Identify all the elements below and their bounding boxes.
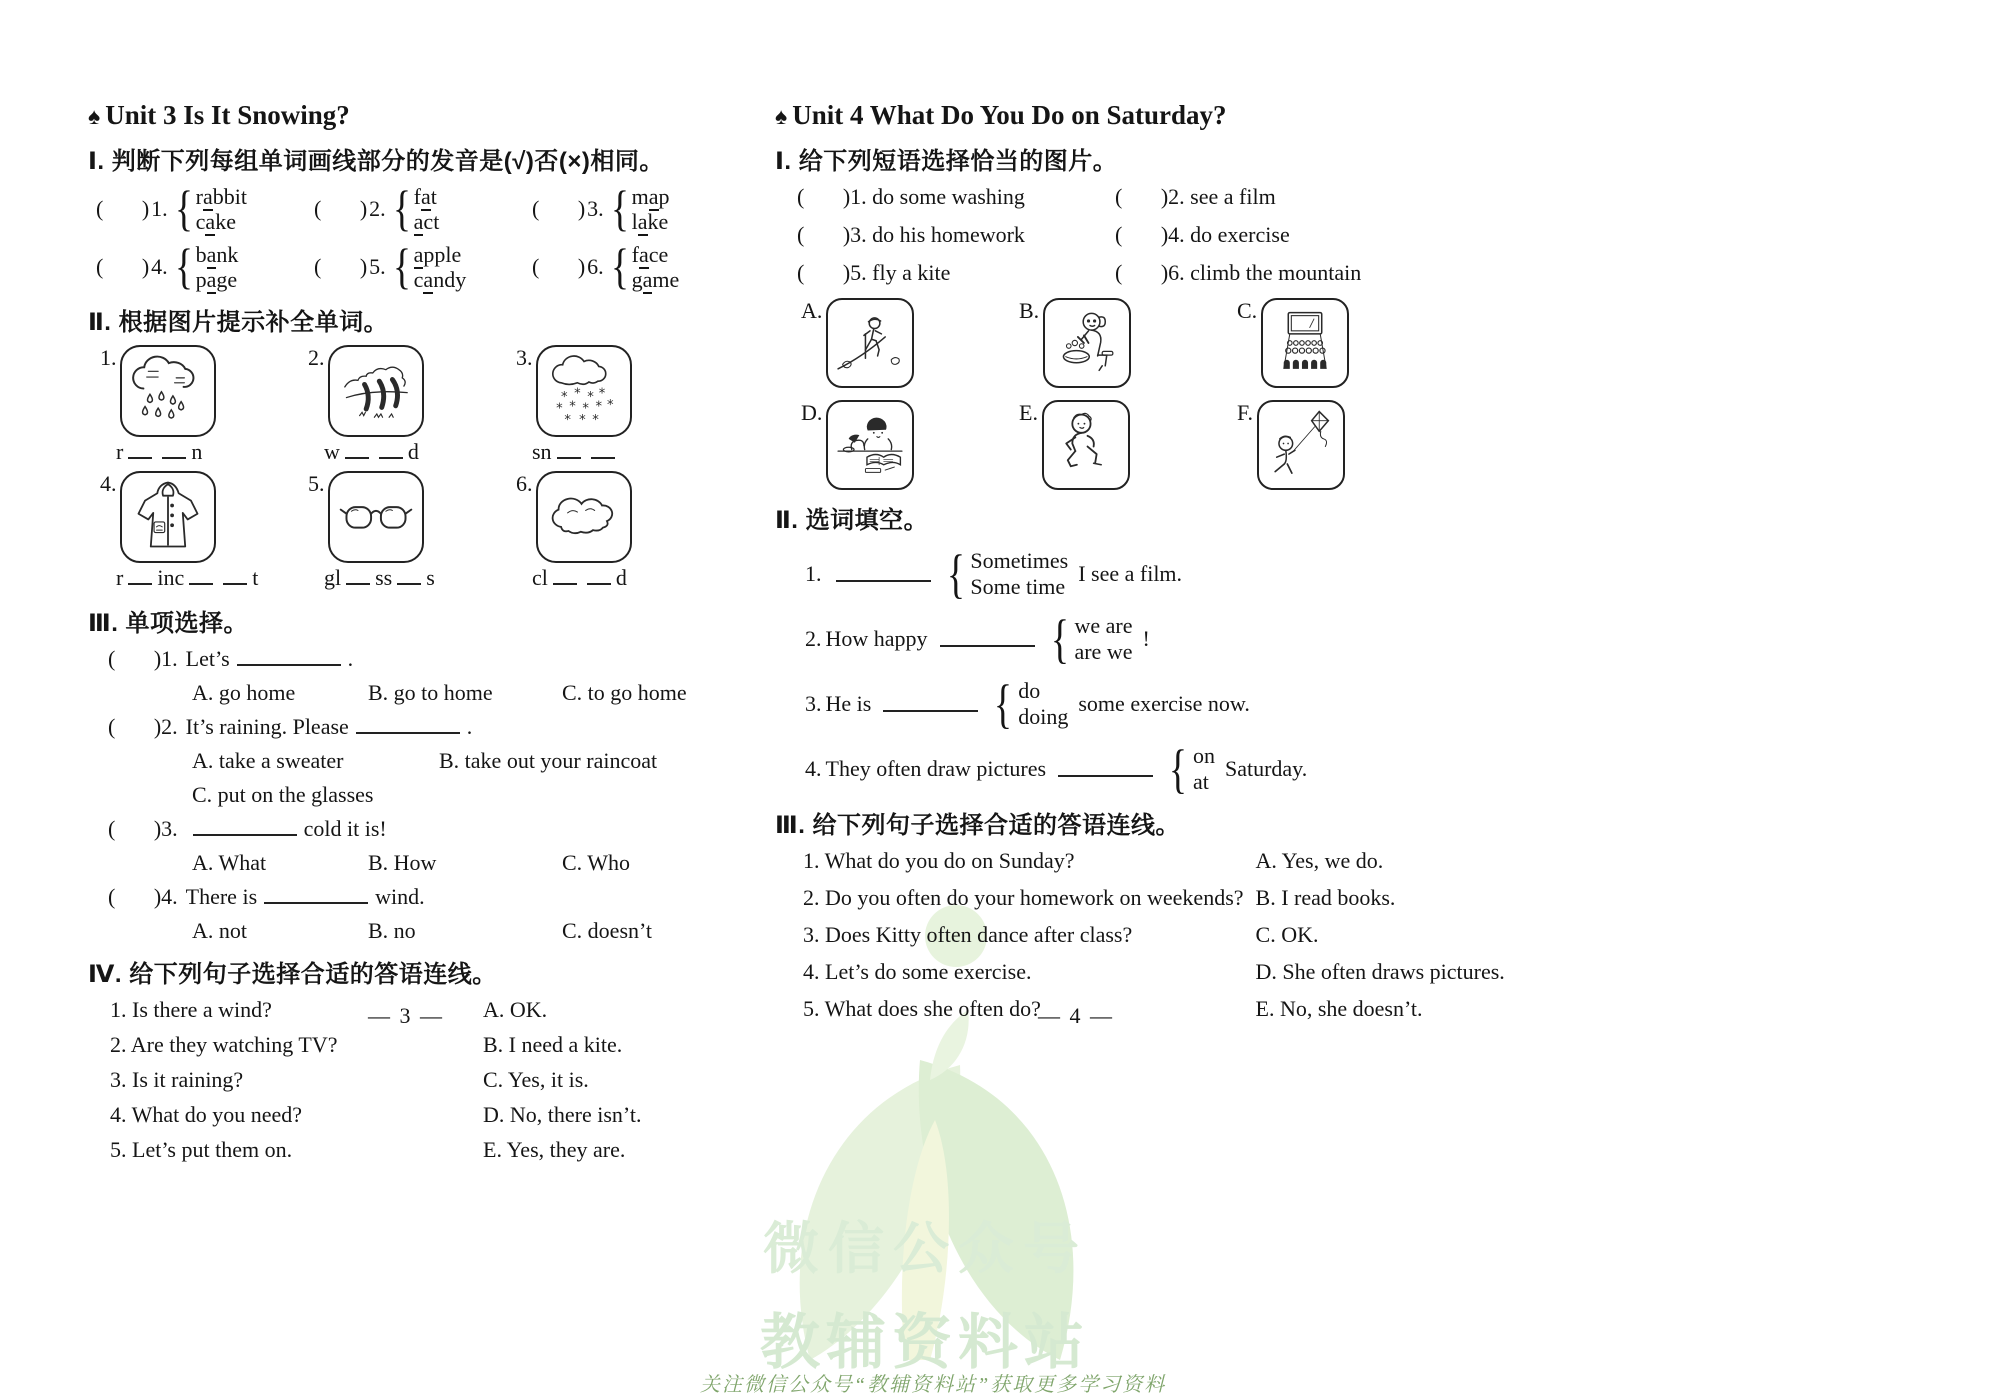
mcq-options (192, 748, 738, 774)
match-question: 3. Does Kitty often dance after class? (803, 922, 1133, 947)
sentence-end: I see a film. (1078, 561, 1183, 586)
item-number: 5. (308, 471, 325, 496)
item-number: 1. (100, 345, 117, 370)
stem-text: t (252, 565, 259, 590)
mcq-option: A. What (192, 850, 267, 875)
match-question: 1. What do you do on Sunday? (803, 848, 1075, 873)
question-number: 3. (161, 816, 178, 841)
svg-text:*: * (594, 399, 602, 415)
word-blanks (532, 565, 738, 591)
answer-paren: ( ) (108, 816, 162, 841)
svg-text:*: * (578, 412, 586, 428)
phrase-item (1115, 222, 1425, 248)
pair-number: 1. (151, 196, 168, 221)
watermark-text-line1: 微信公众号 (763, 1217, 1088, 1280)
word-bottom: page (195, 267, 238, 292)
footer-script-note: 关注微信公众号“教辅资料站”获取更多学习资料 (700, 1374, 1167, 1396)
phrase-text: 3. do his homework (850, 222, 1025, 247)
brace-icon: { (610, 238, 629, 295)
stem-text: . (466, 714, 473, 739)
section3-heading: Ⅲ. 给下列句子选择合适的答语连线。 (775, 812, 1181, 839)
phrase-list (797, 184, 1425, 286)
word-blanks (324, 439, 516, 465)
blank-line (1058, 762, 1153, 777)
word-bottom: act (413, 209, 440, 234)
page-title: Unit 4 What Do You Do on Saturday? (792, 100, 1227, 130)
answer-paren: ( ) (314, 254, 368, 279)
blank-line (587, 570, 611, 585)
page-number-4: — 4 — (1038, 1003, 1114, 1028)
mcq-option: C. put on the glasses (192, 782, 374, 807)
word-choice-item (805, 543, 1425, 604)
picture-rain (120, 345, 216, 437)
item-number: 4. (100, 471, 117, 496)
stem-text: s (426, 565, 435, 590)
word-pair-stack (632, 242, 680, 292)
word-picture-item (100, 345, 308, 467)
mcq-option: A. go home (192, 680, 296, 705)
item-number: 1. (805, 561, 822, 586)
choice-stack (970, 548, 1068, 600)
word-pair-stack (196, 242, 239, 292)
choice-option: on (1192, 743, 1215, 768)
item-number: 4. (805, 756, 822, 781)
stem-text: ss (375, 565, 393, 590)
section3-heading: Ⅲ. 单项选择。 (88, 610, 249, 637)
blank-line (128, 570, 152, 585)
blank-line (883, 697, 978, 712)
word-blanks (324, 565, 516, 591)
word-picture-item (100, 471, 308, 593)
question-number: 1. (161, 646, 178, 671)
answer-paren: ( ) (797, 184, 851, 209)
word-top: apple (413, 242, 462, 267)
match-question: 2. Do you often do your homework on weekends? (803, 885, 1244, 910)
word-pair-stack (196, 184, 247, 234)
unit4-title-row (775, 100, 1425, 131)
picture-climb-mountain (826, 298, 914, 388)
mcq-option: C. to go home (562, 680, 687, 705)
watermark-text-line2: 教辅资料站 (760, 1309, 1090, 1376)
word-choice-item (805, 673, 1425, 734)
word-choice-list (775, 543, 1425, 799)
word-picture-item (308, 345, 516, 467)
phrase-item (1115, 260, 1425, 286)
section1-heading: Ⅰ. 给下列短语选择恰当的图片。 (775, 148, 1118, 175)
answer-paren: ( ) (797, 222, 851, 247)
match-question: 4. Let’s do some exercise. (803, 959, 1032, 984)
pair-number: 2. (369, 196, 386, 221)
stem-text: r (116, 439, 124, 464)
picture-cloud (536, 471, 632, 563)
blank-line (162, 444, 186, 459)
match-answer: A. OK. (483, 997, 548, 1022)
mcq-options (192, 850, 738, 876)
answer-paren: ( ) (108, 884, 162, 909)
phrase-text: 6. climb the mountain (1168, 260, 1362, 285)
phonics-pair-item (96, 180, 314, 237)
svg-text:*: * (573, 386, 581, 402)
svg-text:*: * (568, 399, 576, 415)
phonics-pair-item (532, 180, 738, 237)
phrase-text: 1. do some washing (850, 184, 1025, 209)
blank-line (346, 570, 370, 585)
picture-option (801, 400, 1019, 490)
mcq-question (108, 884, 738, 910)
stem-text: There is (185, 884, 258, 909)
word-picture-grid (100, 345, 738, 593)
sentence-end: some exercise now. (1078, 691, 1250, 716)
choice-stack (1193, 743, 1215, 795)
stem-text: . (347, 646, 354, 671)
sentence-end: ! (1142, 626, 1150, 651)
match-question: 5. What does she often do? (803, 996, 1041, 1021)
blank-line (193, 821, 297, 836)
answer-paren: ( ) (532, 196, 586, 221)
answer-paren: ( ) (96, 254, 150, 279)
item-number: 3. (805, 691, 822, 716)
brace-icon: { (1050, 608, 1069, 669)
brace-icon: { (946, 543, 965, 604)
svg-text:*: * (606, 398, 614, 414)
blank-line (397, 570, 421, 585)
word-top: fat (413, 184, 437, 209)
stem-text: w (324, 439, 340, 464)
item-number: 6. (516, 471, 533, 496)
match-answer: D. She often draws pictures. (1255, 959, 1505, 984)
svg-text:*: * (591, 412, 599, 428)
page-4 (775, 100, 1505, 1022)
item-number: 3. (516, 345, 533, 370)
stem-text: It’s raining. Please (185, 714, 349, 739)
match-question: 2. Are they watching TV? (110, 1032, 338, 1057)
brace-icon: { (392, 180, 411, 237)
blank-line (557, 444, 581, 459)
item-number: 2. (308, 345, 325, 370)
match-answer: A. Yes, we do. (1255, 848, 1384, 873)
unit3-title-row (88, 100, 738, 131)
word-choice-item (805, 608, 1425, 669)
item-number: 2. (805, 626, 822, 651)
mcq-options (192, 918, 738, 944)
stem-text: inc (157, 565, 185, 590)
stem-text: r (116, 565, 124, 590)
phonics-pairs (96, 180, 738, 295)
brace-icon: { (1168, 738, 1188, 799)
pair-number: 5. (369, 254, 386, 279)
blank-line (189, 570, 213, 585)
word-picture-item (308, 471, 516, 593)
blank-line (591, 444, 615, 459)
svg-text:*: * (560, 389, 568, 405)
answer-paren: ( ) (1115, 260, 1169, 285)
stem-text: Let’s (185, 646, 230, 671)
phrase-item (1115, 184, 1425, 210)
picture-glasses (328, 471, 424, 563)
picture-wind (328, 345, 424, 437)
picture-option (1019, 400, 1237, 490)
blank-line (356, 719, 460, 734)
blank-line (379, 444, 403, 459)
phrase-item (797, 222, 1115, 248)
blank-line (553, 570, 577, 585)
picture-raincoat (120, 471, 216, 563)
mcq-option: C. Who (562, 850, 631, 875)
brace-icon: { (174, 180, 193, 237)
brace-icon: { (174, 238, 193, 295)
word-pair-stack (632, 184, 670, 234)
match-answer: E. Yes, they are. (483, 1137, 626, 1162)
stem-text: wind. (375, 884, 425, 909)
answer-paren: ( ) (1115, 184, 1169, 209)
phonics-pair-item (96, 238, 314, 295)
picture-homework (826, 400, 914, 490)
svg-text:*: * (586, 389, 594, 405)
answer-paren: ( ) (532, 254, 586, 279)
word-bottom: game (631, 267, 680, 292)
blank-line (345, 444, 369, 459)
answer-paren: ( ) (96, 196, 150, 221)
picture-option (1019, 298, 1237, 388)
answer-paren: ( ) (314, 196, 368, 221)
stem-text: cl (532, 565, 548, 590)
question-number: 2. (161, 714, 178, 739)
word-top: bank (195, 242, 239, 267)
stem-text: gl (324, 565, 342, 590)
choice-stack (1018, 678, 1068, 730)
sentence-start: How happy (825, 626, 928, 651)
word-choice-item (805, 738, 1425, 799)
choice-option: Some time (970, 574, 1066, 599)
svg-text:*: * (581, 401, 589, 417)
blank-line (940, 632, 1035, 647)
sentence-start: They often draw pictures (825, 756, 1047, 781)
picture-kite (1257, 400, 1345, 490)
mcq-option: B. How (368, 850, 437, 875)
answer-paren: ( ) (1115, 222, 1169, 247)
choice-option: we are (1074, 613, 1133, 638)
stem-text: d (407, 439, 419, 464)
answer-paren: ( ) (108, 646, 162, 671)
stem-text: n (191, 439, 203, 464)
multiple-choice-list (88, 646, 738, 944)
word-pair-stack (414, 242, 467, 292)
mcq-question (108, 646, 738, 672)
word-bottom: cake (195, 209, 236, 234)
match-question: 3. Is it raining? (110, 1067, 244, 1092)
picture-washing (1043, 298, 1131, 388)
match-answer: B. I need a kite. (483, 1032, 623, 1057)
blank-line (237, 651, 341, 666)
word-bottom: lake (631, 209, 669, 234)
spade-icon: ♠ (88, 104, 101, 129)
match-answer: E. No, she doesn’t. (1255, 996, 1423, 1021)
mcq-option: B. take out your raincoat (439, 748, 658, 773)
mcq-question (108, 714, 738, 740)
mcq-option: C. doesn’t (562, 918, 653, 943)
pair-number: 6. (587, 254, 604, 279)
choice-option: do (1018, 678, 1041, 703)
phrase-item (797, 184, 1115, 210)
brace-icon: { (994, 673, 1013, 734)
picture-snow (536, 345, 632, 437)
match-answer: C. Yes, it is. (483, 1067, 589, 1092)
choice-option: Sometimes (970, 548, 1069, 573)
word-blanks (116, 565, 308, 591)
section1-heading: Ⅰ. 判断下列每组单词画线部分的发音是(√)否(×)相同。 (88, 148, 664, 175)
word-blanks (532, 439, 738, 465)
question-number: 4. (161, 884, 178, 909)
phrase-item (797, 260, 1115, 286)
phonics-pair-item (314, 238, 532, 295)
sentence-start: He is (825, 691, 872, 716)
match-answer: B. I read books. (1255, 885, 1396, 910)
mcq-option: B. no (368, 918, 416, 943)
stem-text: cold it is! (303, 816, 387, 841)
match-question: 5. Let’s put them on. (110, 1137, 293, 1162)
match-answer: C. OK. (1255, 922, 1319, 947)
stem-text: d (615, 565, 627, 590)
word-picture-item (516, 471, 738, 593)
picture-label: A. (801, 298, 823, 323)
phrase-text: 4. do exercise (1168, 222, 1290, 247)
sentence-end: Saturday. (1224, 756, 1308, 781)
word-pair-stack (414, 184, 440, 234)
picture-label: D. (801, 400, 823, 425)
brace-icon: { (392, 238, 411, 295)
answer-paren: ( ) (108, 714, 162, 739)
mcq-option: A. not (192, 918, 247, 943)
stem-text: sn (532, 439, 552, 464)
choice-stack (1074, 613, 1132, 665)
picture-label: C. (1237, 298, 1258, 323)
section2-heading: Ⅱ. 根据图片提示补全单词。 (88, 309, 389, 336)
section2-heading: Ⅱ. 选词填空。 (775, 507, 929, 534)
blank-line (128, 444, 152, 459)
mcq-option: B. go to home (368, 680, 493, 705)
match-question: 1. Is there a wind? (110, 997, 272, 1022)
pair-number: 3. (587, 196, 604, 221)
section4-heading: Ⅳ. 给下列句子选择合适的答语连线。 (88, 961, 497, 988)
phonics-pair-item (532, 238, 738, 295)
mcq-options (192, 680, 738, 706)
match-question: 4. What do you need? (110, 1102, 303, 1127)
blank-line (264, 889, 368, 904)
page-number-3: — 3 — (368, 1003, 444, 1028)
svg-text:*: * (555, 401, 563, 417)
mcq-question (108, 816, 738, 842)
matching-exercise (803, 848, 1505, 1022)
answer-paren: ( ) (797, 260, 851, 285)
phrase-text: 5. fly a kite (850, 260, 951, 285)
choice-option: are we (1074, 639, 1133, 664)
choice-option: at (1192, 769, 1209, 794)
match-answer: D. No, there isn’t. (483, 1102, 642, 1127)
blank-line (223, 570, 247, 585)
blank-line (836, 567, 931, 582)
word-top: rabbit (195, 184, 247, 209)
picture-label: E. (1019, 400, 1038, 425)
phonics-pair-item (314, 180, 532, 237)
svg-text:*: * (563, 412, 571, 428)
picture-option (1237, 298, 1425, 388)
picture-option (1237, 400, 1425, 490)
word-picture-item (516, 345, 738, 467)
word-blanks (116, 439, 308, 465)
choice-option: doing (1018, 704, 1069, 729)
pair-number: 4. (151, 254, 168, 279)
page-title: Unit 3 Is It Snowing? (105, 100, 350, 130)
word-bottom: candy (413, 267, 467, 292)
word-top: map (631, 184, 670, 209)
mcq-option: A. take a sweater (192, 748, 344, 773)
picture-label: F. (1237, 400, 1253, 425)
mcq-options (192, 782, 738, 808)
svg-text:*: * (598, 386, 605, 402)
picture-label: B. (1019, 298, 1040, 323)
picture-option (801, 298, 1019, 388)
spade-icon: ♠ (775, 104, 788, 129)
brace-icon: { (610, 180, 629, 237)
picture-cinema (1261, 298, 1349, 388)
picture-exercise (1042, 400, 1130, 490)
phrase-text: 2. see a film (1168, 184, 1276, 209)
picture-options-grid (801, 298, 1425, 490)
word-top: face (631, 242, 669, 267)
